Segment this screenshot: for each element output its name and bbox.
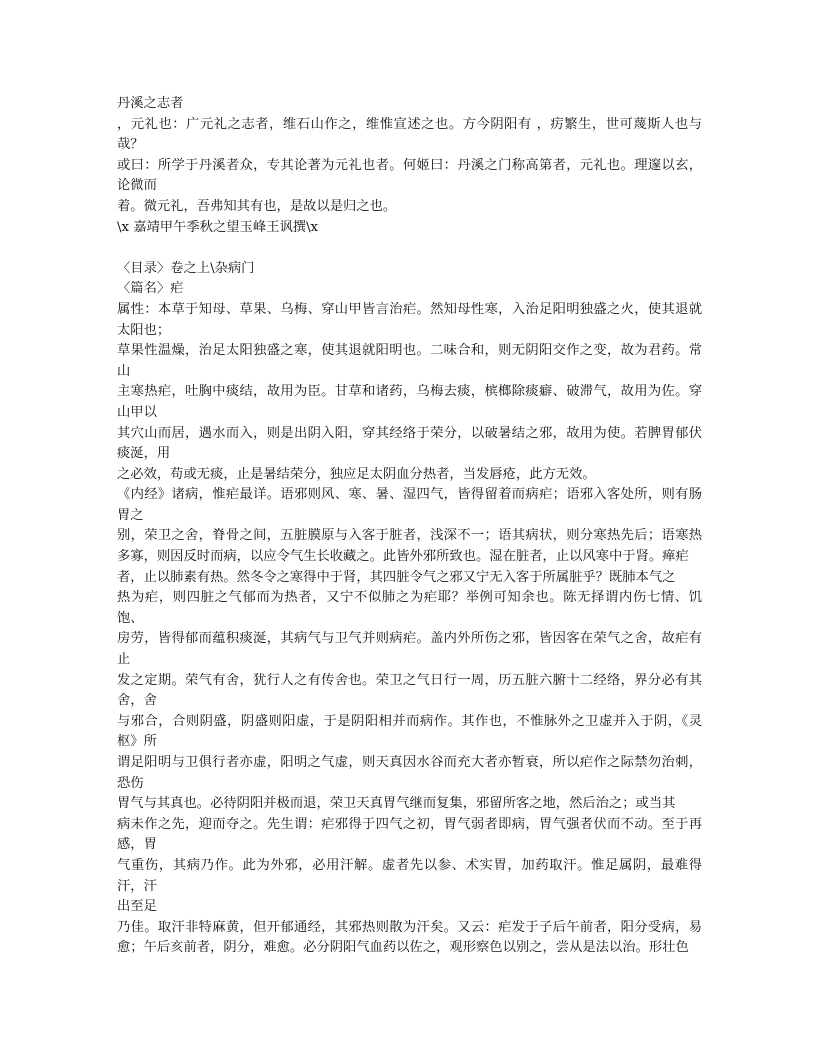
body-line: 气重伤，其病乃作。此为外邪，必用汗解。虚者先以参、术实胃，加药取汗。惟足属阴，最难得汗，汗 [117, 857, 702, 894]
document-page [117, 94, 702, 959]
body-line: 房劳，皆得郁而蕴积痰涎，其病气与卫气并则病疟。盖内外所伤之邪，皆因客在荣气之舍，故疟有止 [117, 631, 702, 668]
body-line: 发之定期。荣气有舍，犹行人之有传舍也。荣卫之气日行一周，历五脏六腑十二经络，界分必有其舍，舍 [117, 672, 702, 709]
body-line: 出至足 [117, 899, 157, 915]
body-line: 草果性温燥，治足太阳独盛之寒，使其退就阳明也。二味合和，则无阴阳交作之变，故为君药。常山 [117, 343, 702, 379]
body-line: 其穴山而居，遇水而入，则是出阴入阳，穿其经络于荣分，以破暑结之邪，故用为使。若脾胃郁伏痰涎，用 [117, 425, 702, 462]
preface-section [117, 94, 702, 238]
body-line: 与邪合，合则阴盛，阴盛则阳虚，于是阴阳相并而病作。其作也，不惟脉外之卫虚并入于阴，《灵枢》所 [117, 713, 702, 750]
preface-line: 或曰：所学于丹溪者众，专其论著为元礼也者。何姬曰：丹溪之门称高第者，元礼也。理邃以玄，论微而 [117, 157, 702, 194]
body-line: 胃气与其真也。必待阴阳并极而退，荣卫天真胃气继而复集，邪留所客之地，然后治之；或当其 [117, 796, 676, 812]
section-spacer [117, 238, 702, 259]
preface-line: 丹溪之志者 [117, 96, 184, 111]
body-line: 谓足阳明与卫俱行者亦虚，阳明之气虚，则天真因水谷而充大者亦暂衰，所以疟作之际禁勿治刺，恐伤 [117, 755, 702, 791]
body-line: 属性：本草于知母、草果、乌梅、穿山甲皆言治疟。然知母性寒，入治足阳明独盛之火，使其退就太阳也； [117, 301, 702, 338]
catalog-heading: 〈目录〉卷之上\杂病门 [117, 260, 255, 276]
body-line: 热为疟，则四脏之气郁而为热者，又宁不似肺之为疟耶？举例可知余也。陈无择谓内伤七情、饥饱、 [117, 590, 702, 626]
body-line: 之必效，苟或无痰，止是暑结荣分，独应足太阴血分热者，当发唇疮，此方无效。 [117, 466, 596, 482]
body-line: 病未作之先，迎而夺之。先生谓：疟邪得于四气之初，胃气弱者即病，胃气强者伏而不动。至于再感，胃 [117, 816, 702, 853]
body-line: 者，止以肺素有热。然冬令之寒得中于肾，其四脏令气之邪又宁无入客于所属脏乎？既肺本气之 [117, 569, 676, 585]
preface-line: 着。微元礼，吾弗知其有也，是故以是归之也。 [117, 198, 397, 214]
body-line: 《内经》诸病，惟疟最详。语邪则风、寒、暑、湿四气，皆得留着而病疟；语邪入客处所，则有肠胃之 [117, 487, 702, 523]
preface-signature: \x 嘉靖甲午季秋之望玉峰王讽撰\x [117, 219, 319, 235]
body-section [117, 259, 702, 959]
body-line: 别，荣卫之舍，脊骨之间，五脏膜原与入客于脏者，浅深不一；语其病状，则分寒热先后；语寒热多寡，则因反时而病，以应令气生长收藏之。此皆外邪所致也。湿在脏者，止以风寒中于肾。瘅疟 [117, 528, 702, 565]
body-line: 主寒热疟，吐胸中痰结，故用为臣。甘草和诸药，乌梅去痰，槟榔除痰癖、破滞气，故用为佐。穿山甲以 [117, 384, 702, 420]
preface-line: ，元礼也：广元礼之志者，维石山作之，维惟宣述之也。方今阴阳有 ，疠繁生，世可蔑斯人也与哉？ [117, 116, 702, 153]
body-line: 乃佳。取汗非特麻黄，但开郁通经，其邪热则散为汗矣。又云：疟发于子后午前者，阳分受病，易愈；午后亥前者，阴分，难愈。必分阴阳气血药以佐之，观形察色以别之，尝从是法以治。形壮色 [117, 919, 702, 956]
chapter-title: 〈篇名〉疟 [117, 281, 184, 297]
